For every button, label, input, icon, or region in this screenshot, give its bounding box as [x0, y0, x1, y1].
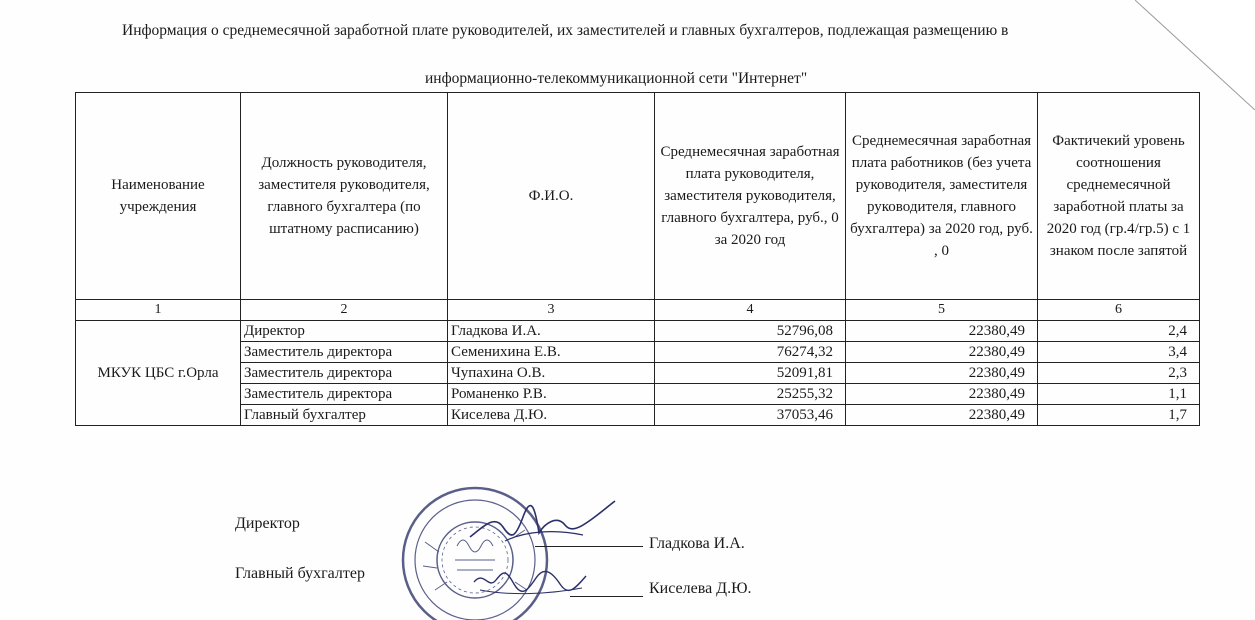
column-number: 5 — [846, 300, 1038, 321]
director-title: Директор — [235, 515, 300, 532]
salary-cell: 37053,46 — [655, 405, 846, 426]
ratio-cell: 1,7 — [1038, 405, 1200, 426]
director-signature-line — [535, 546, 643, 547]
name-cell: Романенко Р.В. — [448, 384, 655, 405]
accountant-name: Киселева Д.Ю. — [649, 580, 752, 597]
header-salary: Среднемесячная заработная плата руководителя, заместителя руководителя, главного бухгалтера, руб., 0 за 2020 год — [655, 93, 846, 300]
header-avg-salary: Среднемесячная заработная плата работников (без учета руководителя, заместителя руководителя, главного бухгалтера) за 2020 год, руб. , 0 — [846, 93, 1038, 300]
table-row — [76, 384, 1200, 405]
table-row — [76, 363, 1200, 384]
position-cell: Главный бухгалтер — [241, 405, 448, 426]
ratio-cell: 2,3 — [1038, 363, 1200, 384]
column-number: 1 — [76, 300, 241, 321]
ratio-cell: 2,4 — [1038, 321, 1200, 342]
table-header-row — [76, 93, 1200, 300]
position-cell: Заместитель директора — [241, 342, 448, 363]
accountant-title: Главный бухгалтер — [235, 565, 365, 582]
position-cell: Заместитель директора — [241, 384, 448, 405]
avg-salary-cell: 22380,49 — [846, 342, 1038, 363]
header-position: Должность руководителя, заместителя руководителя, главного бухгалтера (по штатному расписанию) — [241, 93, 448, 300]
accountant-signature-line — [570, 596, 643, 597]
header-ratio: Фактичекий уровень соотношения среднемесячной заработной платы за 2020 год (гр.4/гр.5) с 1 знаком после запятой — [1038, 93, 1200, 300]
ratio-cell: 3,4 — [1038, 342, 1200, 363]
name-cell: Семенихина Е.В. — [448, 342, 655, 363]
name-cell: Гладкова И.А. — [448, 321, 655, 342]
column-number: 4 — [655, 300, 846, 321]
salary-cell: 25255,32 — [655, 384, 846, 405]
salary-cell: 52796,08 — [655, 321, 846, 342]
column-number: 3 — [448, 300, 655, 321]
table-row — [76, 342, 1200, 363]
accountant-signature-icon — [470, 560, 590, 600]
ratio-cell: 1,1 — [1038, 384, 1200, 405]
table-row — [76, 321, 1200, 342]
column-number-row — [76, 300, 1200, 321]
avg-salary-cell: 22380,49 — [846, 405, 1038, 426]
name-cell: Чупахина О.В. — [448, 363, 655, 384]
page-fold-icon — [1135, 0, 1255, 110]
salary-cell: 76274,32 — [655, 342, 846, 363]
avg-salary-cell: 22380,49 — [846, 363, 1038, 384]
name-cell: Киселева Д.Ю. — [448, 405, 655, 426]
position-cell: Заместитель директора — [241, 363, 448, 384]
position-cell: Директор — [241, 321, 448, 342]
header-institution: Наименование учреждения — [76, 93, 241, 300]
document-title-line2: информационно-телекоммуникационной сети "Интернет" — [425, 70, 808, 87]
document-title-line1: Информация о среднемесячной заработной плате руководителей, их заместителей и главных бухгалтеров, подлежащая размещению в — [122, 22, 1009, 39]
column-number: 6 — [1038, 300, 1200, 321]
header-fio: Ф.И.О. — [448, 93, 655, 300]
director-name: Гладкова И.А. — [649, 535, 745, 552]
avg-salary-cell: 22380,49 — [846, 384, 1038, 405]
institution-cell: МКУК ЦБС г.Орла — [76, 321, 241, 426]
director-signature-icon — [465, 495, 625, 550]
salary-table — [75, 92, 1200, 426]
table-row — [76, 405, 1200, 426]
avg-salary-cell: 22380,49 — [846, 321, 1038, 342]
column-number: 2 — [241, 300, 448, 321]
salary-cell: 52091,81 — [655, 363, 846, 384]
